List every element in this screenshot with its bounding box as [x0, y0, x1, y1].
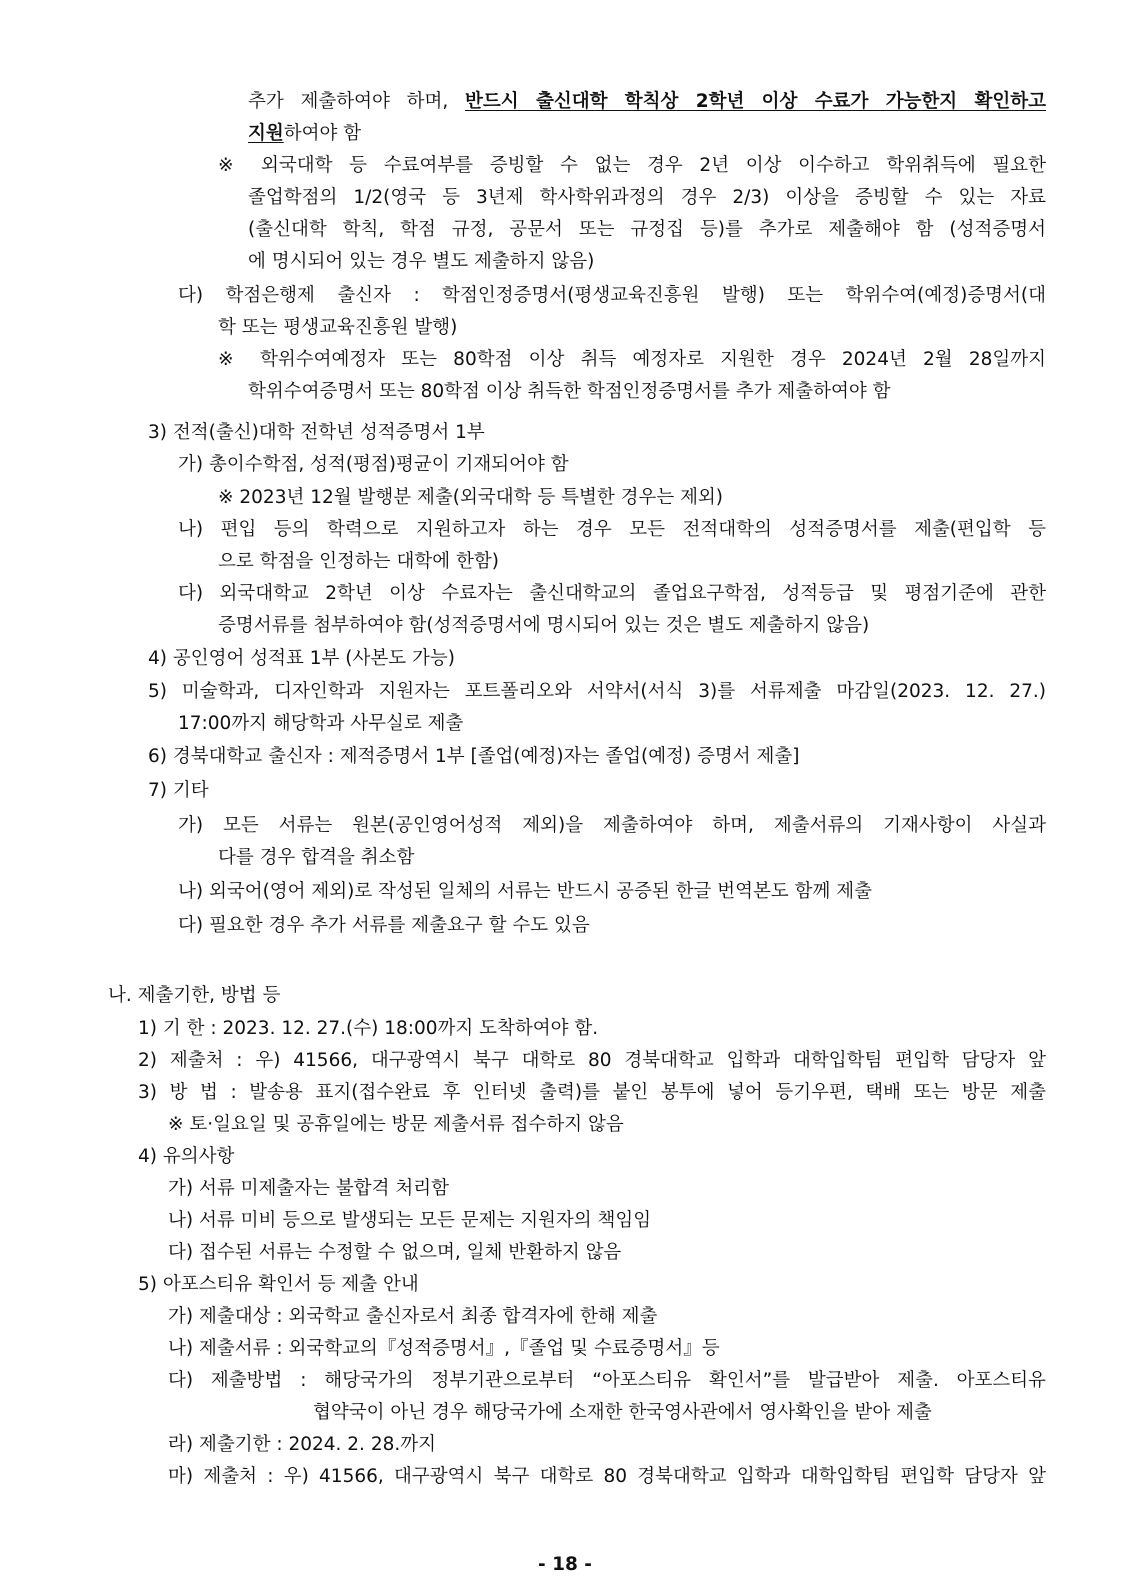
- text-line: [248, 122, 361, 146]
- list-item: 나) 서류 미비 등으로 발생되는 모든 문제는 지원자의 책임임: [168, 1210, 652, 1231]
- note-line: ※ 학위수여예정자 또는 80학점 이상 취득 예정자로 지원한 경우 2024년 2월 28일까지: [218, 349, 1046, 370]
- text-line: 학 또는 평생교육진흥원 발행): [218, 317, 458, 338]
- note-line: ※ 2023년 12월 발행분 제출(외국대학 등 특별한 경우는 제외): [218, 487, 724, 508]
- page-number: - 18 -: [538, 1554, 592, 1575]
- emphasized-text: 지원: [248, 123, 284, 144]
- list-item: 다) 필요한 경우 추가 서류를 제출요구 할 수도 있음: [178, 915, 590, 936]
- section-item: 7) 기타: [148, 780, 209, 801]
- text-line: 으로 학점을 인정하는 대학에 한함): [218, 551, 499, 572]
- list-item: 나) 제출서류 : 외국학교의『성적증명서』,『졸업 및 수료증명서』등: [168, 1338, 720, 1359]
- list-item: 가) 서류 미제출자는 불합격 처리함: [168, 1178, 449, 1199]
- list-item: 나) 편입 등의 학력으로 지원하고자 하는 경우 모든 전적대학의 성적증명서를 제출(편입학 등: [178, 519, 1046, 540]
- section-item: 4) 공인영어 성적표 1부 (사본도 가능): [148, 648, 455, 669]
- text-line: 학위수여증명서 또는 80학점 이상 취득한 학점인정증명서를 추가 제출하여야 함: [248, 381, 891, 402]
- section-item: 5) 미술학과, 디자인학과 지원자는 포트폴리오와 서약서(서식 3)를 서류제출 마감일(2023. 12. 27.): [148, 681, 1046, 702]
- list-item: 가) 제출대상 : 외국학교 출신자로서 최종 합격자에 한해 제출: [168, 1306, 658, 1327]
- note-line: ※ 외국대학 등 수료여부를 증빙할 수 없는 경우 2년 이상 이수하고 학위취득에 필요한: [218, 155, 1046, 176]
- list-item: 라) 제출기한 : 2024. 2. 28.까지: [168, 1434, 436, 1455]
- list-item: 가) 총이수학점, 성적(평점)평균이 기재되어야 함: [178, 454, 569, 475]
- section-item: 5) 아포스티유 확인서 등 제출 안내: [138, 1274, 419, 1295]
- text-line: 다를 경우 합격을 취소함: [218, 847, 415, 868]
- text-line: [248, 90, 1046, 114]
- text-segment: 하여야 함: [283, 123, 362, 144]
- text-segment: 추가 제출하여야 하며,: [248, 91, 466, 112]
- text-line: 증명서류를 첨부하여야 함(성적증명서에 명시되어 있는 것은 별도 제출하지 않음): [218, 615, 870, 636]
- text-line: 에 명시되어 있는 경우 별도 제출하지 않음): [248, 251, 595, 272]
- text-line: 졸업학점의 1/2(영국 등 3년제 학사학위과정의 경우 2/3) 이상을 증빙할 수 있는 자료: [248, 187, 1046, 208]
- section-item: 3) 방 법 : 발송용 표지(접수완료 후 인터넷 출력)를 붙인 봉투에 넣어 등기우편, 택배 또는 방문 제출: [138, 1082, 1046, 1103]
- section-item: 6) 경북대학교 출신자 : 제적증명서 1부 [졸업(예정)자는 졸업(예정) 증명서 제출]: [148, 746, 800, 767]
- note-line: ※ 토·일요일 및 공휴일에는 방문 제출서류 접수하지 않음: [168, 1114, 624, 1135]
- list-item: 다) 접수된 서류는 수정할 수 없으며, 일체 반환하지 않음: [168, 1242, 622, 1263]
- list-item: 나) 외국어(영어 제외)로 작성된 일체의 서류는 반드시 공증된 한글 번역본도 함께 제출: [178, 881, 872, 902]
- text-line: (출신대학 학칙, 학점 규정, 공문서 또는 규정집 등)를 추가로 제출해야 함 (성적증명서: [248, 219, 1046, 240]
- list-item: 다) 학점은행제 출신자 : 학점인정증명서(평생교육진흥원 발행) 또는 학위수여(예정)증명서(대: [178, 285, 1046, 306]
- list-item: 다) 외국대학교 2학년 이상 수료자는 출신대학교의 졸업요구학점, 성적등급 및 평점기준에 관한: [178, 583, 1046, 604]
- section-item: 2) 제출처 : 우) 41566, 대구광역시 북구 대학로 80 경북대학교 입학과 대학입학팀 편입학 담당자 앞: [138, 1050, 1046, 1071]
- text-line: 협약국이 아닌 경우 해당국가에 소재한 한국영사관에서 영사확인을 받아 제출: [313, 1402, 932, 1423]
- list-item: 다) 제출방법 : 해당국가의 정부기관으로부터 “아포스티유 확인서”를 발급받아 제출. 아포스티유: [168, 1370, 1046, 1391]
- text-line: 17:00까지 해당학과 사무실로 제출: [178, 713, 464, 734]
- section-heading: 나. 제출기한, 방법 등: [108, 985, 281, 1006]
- list-item: 마) 제출처 : 우) 41566, 대구광역시 북구 대학로 80 경북대학교 입학과 대학입학팀 편입학 담당자 앞: [168, 1466, 1046, 1487]
- emphasized-text: 반드시 출신대학 학칙상 2학년 이상 수료가 가능한지 확인하고: [465, 91, 1046, 112]
- list-item: 가) 모든 서류는 원본(공인영어성적 제외)을 제출하여야 하며, 제출서류의 기재사항이 사실과: [178, 815, 1046, 836]
- section-item: 3) 전적(출신)대학 전학년 성적증명서 1부: [148, 422, 485, 443]
- section-item: 1) 기 한 : 2023. 12. 27.(수) 18:00까지 도착하여야 함.: [138, 1018, 599, 1039]
- section-item: 4) 유의사항: [138, 1146, 235, 1167]
